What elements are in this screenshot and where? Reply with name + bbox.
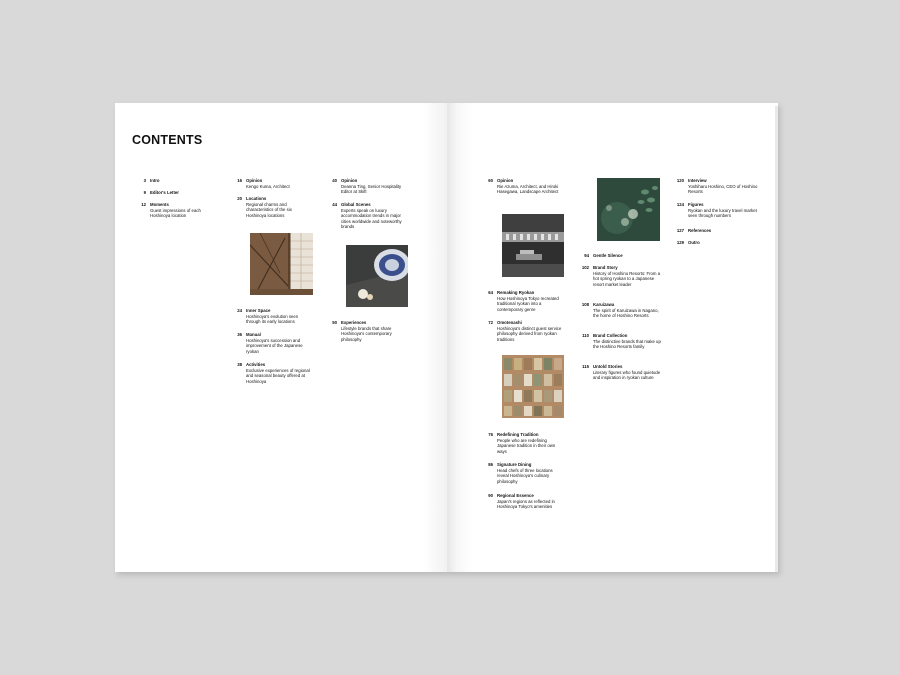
toc-entry: 90 Regional Essence Japan's regions as reflected in Hoshinoya Tokyo's amenities: [488, 493, 555, 510]
toc-entry: 72 Omotenashi Hoshinoya's distinct guest service philosophy derived from ryokan traditions: [488, 320, 562, 342]
toc-entry: 102 Brand Story History of Hoshino Resorts: From a hot spring ryokan to a Japanese resort market leader: [581, 265, 661, 287]
toc-entry: 86 Signature Dining Head chefs of three locations reveal Hoshinoya's culinary philosophy: [488, 462, 553, 484]
toc-entry: 3 Intro: [143, 178, 160, 183]
toc-entry: 12 Moments Guest impressions of each Hoshinoya location: [141, 202, 201, 219]
toc-entry: 16 Opinion Kengo Kuma, Architect: [237, 178, 290, 189]
toc-entry: 124 Figures Ryokan and the luxury travel market seen through numbers: [676, 202, 757, 219]
photo-canal-bridge: [502, 214, 564, 277]
toc-entry: 108 Karuizawa The spirit of Karuizawa in Nagano, the home of Hoshino Resorts: [581, 302, 659, 319]
toc-entry: 110 Brand Collection The distinctive brands that make up the Hoshino Resorts family: [582, 333, 661, 350]
toc-entry: 64 Remaking Ryokan How Hoshinoya Tokyo recreated traditional ryokan into a contemporary genre: [488, 290, 559, 312]
photo-sample-shelves: [502, 355, 564, 418]
toc-entry: 120 Interview Yoshiharu Hoshino, CEO of Hoshino Resorts: [676, 178, 758, 195]
photo-plate-table: [346, 245, 408, 307]
toc-entry: 127 References: [676, 228, 712, 233]
toc-entry: 24 Inner Space Hoshinoya's evolution seen through its early locations: [237, 308, 299, 325]
toc-entry: 38 Activities Exclusive experiences of regional and seasonal beauty offered at Hoshinoya: [237, 362, 310, 384]
toc-entry: 40 Opinion Deanna Ting, Senior Hospitality Editor at Skift: [332, 178, 402, 195]
toc-entry: 36 Manual Hoshinoya's succession and improvement of the Japanese ryokan: [237, 332, 303, 354]
toc-entry: 94 Gentle Silence: [584, 253, 623, 258]
toc-entry: 129 Outro: [676, 240, 700, 245]
photo-bokeh-leaves: [597, 178, 660, 241]
contents-title: CONTENTS: [132, 133, 203, 147]
toc-entry: 44 Global Scenes Experts speak on luxury accommodation trends in major cities worldwide and noteworthy brands: [332, 202, 402, 230]
photo-interior-shoji: [250, 233, 313, 295]
toc-entry: 60 Opinion Rie Azuma, Architect, and Hiroki Hasegawa, Landscape Architect: [488, 178, 559, 195]
toc-entry: 76 Redefining Tradition People who are redefining Japanese tradition in their own ways: [488, 432, 556, 454]
page-edge: [775, 106, 778, 572]
toc-entry: 115 Untold Stories Literary figures who found quietude and inspiration in ryokan culture: [582, 364, 661, 381]
toc-entry: 50 Experiences Lifestyle brands that share Hoshinoya's contemporary philosophy: [332, 320, 392, 342]
toc-entry: 9 Editor's Letter: [143, 190, 179, 195]
toc-entry: 20 Locations Regional charms and characteristics of the six Hoshinoya locations: [237, 196, 292, 218]
